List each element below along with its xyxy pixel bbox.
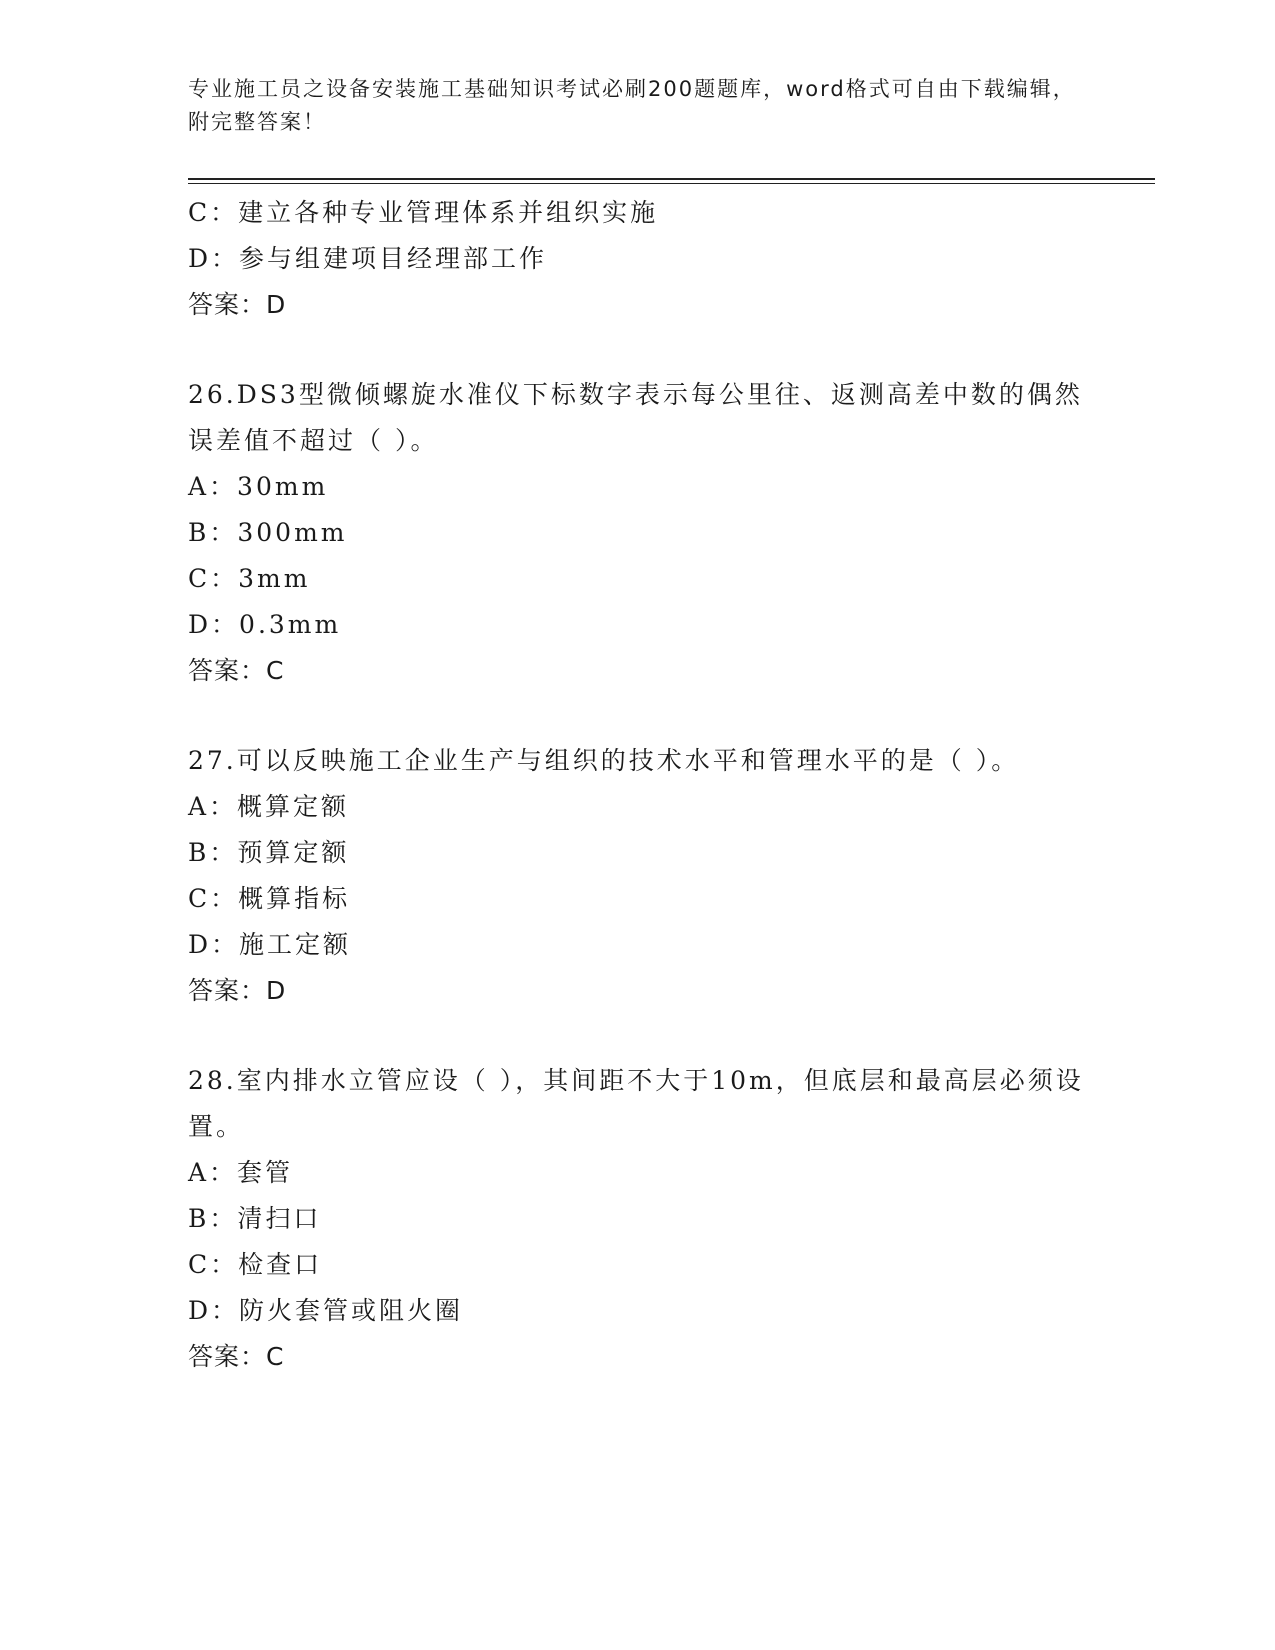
- spacer: [188, 694, 1088, 738]
- option-line: C：概算指标: [188, 884, 351, 913]
- option-line: B：300mm: [188, 518, 348, 547]
- option-line: A：概算定额: [188, 792, 350, 821]
- option-line: D：施工定额: [188, 930, 352, 959]
- answer-line: 答案：D: [188, 290, 287, 319]
- question-title: 28.室内排水立管应设（ ），其间距不大于10m，但底层和最高层必须设置。: [188, 1066, 1084, 1141]
- option-line: D：参与组建项目经理部工作: [188, 244, 548, 273]
- document-body: [188, 190, 1088, 1380]
- option-line: B：预算定额: [188, 838, 350, 867]
- option-line: A：套管: [188, 1158, 294, 1187]
- question-26: [188, 372, 1088, 694]
- option-line: D：防火套管或阻火圈: [188, 1296, 464, 1325]
- header-divider-thin: [188, 183, 1155, 184]
- question-27: [188, 738, 1088, 1014]
- document-header: 专业施工员之设备安装施工基础知识考试必刷200题题库，word格式可自由下载编辑，附完整答案！: [188, 77, 1076, 134]
- spacer: [188, 1014, 1088, 1058]
- option-line: B：清扫口: [188, 1204, 322, 1233]
- option-line: D：0.3mm: [188, 610, 342, 639]
- question-28: [188, 1058, 1088, 1380]
- question-title: 27.可以反映施工企业生产与组织的技术水平和管理水平的是（ ）。: [188, 746, 1020, 775]
- option-line: C：建立各种专业管理体系并组织实施: [188, 198, 659, 227]
- question-title: 26.DS3型微倾螺旋水准仪下标数字表示每公里往、返测高差中数的偶然误差值不超过（ ）。: [188, 380, 1083, 455]
- answer-line: 答案：D: [188, 976, 287, 1005]
- spacer: [188, 328, 1088, 372]
- answer-line: 答案：C: [188, 656, 285, 685]
- option-line: A：30mm: [188, 472, 329, 501]
- question-25-continued: [188, 190, 1088, 328]
- option-line: C：检查口: [188, 1250, 323, 1279]
- option-line: C：3mm: [188, 564, 311, 593]
- header-divider-thick: [188, 178, 1155, 180]
- answer-line: 答案：C: [188, 1342, 285, 1371]
